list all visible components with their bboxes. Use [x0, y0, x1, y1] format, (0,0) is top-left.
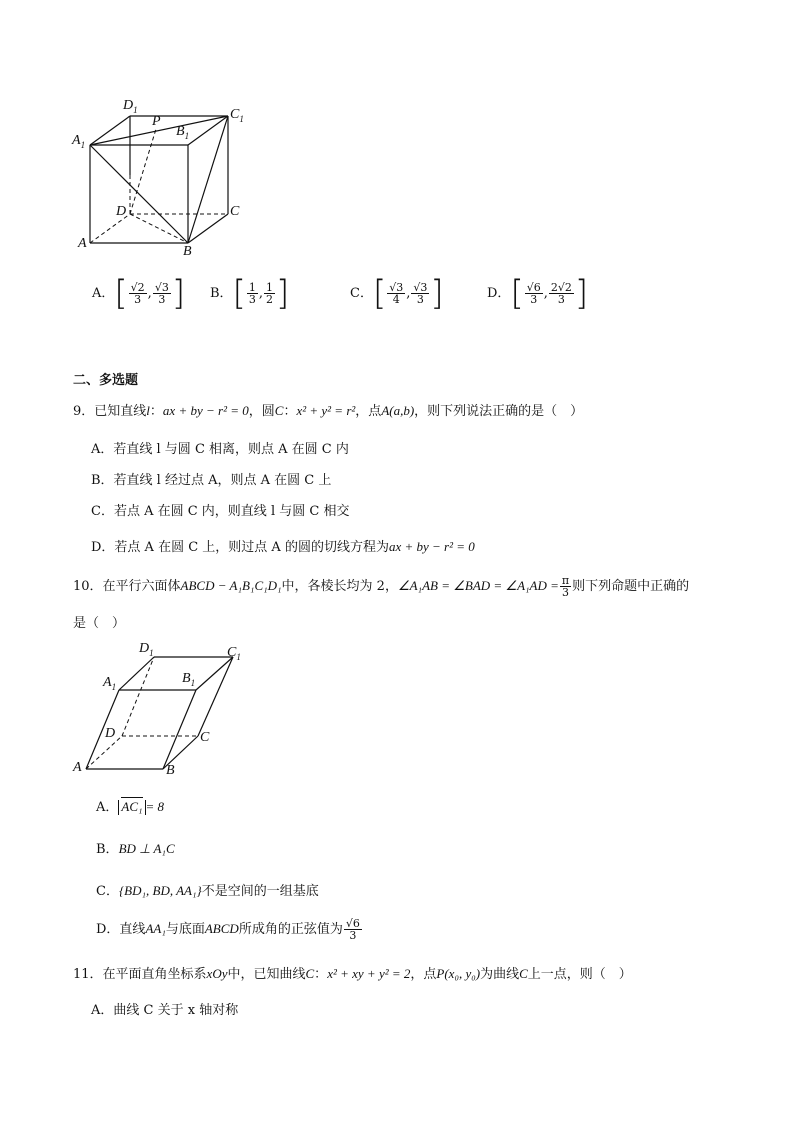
q10-option-a: A． AC₁ = 8	[96, 799, 165, 815]
cube-label-b1: $B_1$	[176, 124, 190, 141]
q8-option-b: B．[ $\frac{1}{3}$ , $\frac{1}{2}$ ]	[210, 273, 290, 314]
prism-label-d: D	[105, 726, 116, 741]
q9-option-b: B．若直线 l 经过点 A，则点 A 在圆 C 上	[91, 473, 332, 488]
prism-label-a1: $A_1$	[103, 675, 117, 692]
prism-label-a: A	[73, 760, 82, 775]
prism-label-d1: $D_1$	[139, 641, 154, 658]
q10-option-d: D．直线AA₁与底面ABCD所成角的正弦值为 $\frac{√6}{3}$	[96, 917, 360, 942]
q11-option-a: A．曲线 C 关于 x 轴对称	[91, 1003, 239, 1018]
q9-option-c: C．若点 A 在圆 C 内，则直线 l 与圆 C 相交	[91, 504, 350, 519]
q10-option-b: B．BD ⊥ A₁C	[96, 841, 175, 857]
section-title: 二、多选题	[73, 373, 139, 388]
q9-option-a: A．若直线 l 与圆 C 相离，则点 A 在圆 C 内	[91, 442, 349, 457]
cube-label-c1: $C_1$	[230, 107, 244, 124]
q8-option-a: A．[ $\frac{√2}{3}$ , $\frac{√3}{3}$ ]	[92, 273, 186, 314]
q10-option-c: C．{BD₁, BD, AA₁}不是空间的一组基底	[96, 883, 319, 899]
q10-stem-line2: 是（ ）	[73, 616, 126, 631]
cube-label-c: C	[230, 204, 240, 219]
prism-label-c: C	[200, 730, 210, 745]
prism-label-c1: $C_1$	[227, 645, 241, 662]
cube-label-a1: $A_1$	[72, 133, 86, 150]
q9-option-d: D．若点 A 在圆 C 上，则过点 A 的圆的切线方程为ax + by − r² = 0	[91, 539, 475, 555]
cube-label-d1: $D_1$	[123, 98, 138, 115]
prism-label-b1: $B_1$	[182, 671, 196, 688]
cube-label-d: D	[116, 204, 127, 219]
q10-stem: 10．在平行六面体ABCD − A₁B₁C₁D₁中，各棱长均为 2，∠A₁AB = ∠BAD = ∠A₁AD = $\frac{\pi}{3}$ 则下列命题中正确的	[73, 574, 690, 599]
parallelepiped-figure	[70, 640, 250, 785]
q11-stem: 11．在平面直角坐标系xOy中，已知曲线C：x² + xy + y² = 2，点P(x₀, y₀)为曲线C上一点，则（ ）	[73, 966, 632, 982]
q8-option-d: D．[ $\frac{√6}{3}$ , $\frac{2√2}{3}$ ]	[487, 273, 589, 314]
cube-label-b: B	[183, 244, 192, 259]
q9-stem: 9．已知直线l：ax + by − r² = 0，圆C：x² + y² = r²，点A(a,b)，则下列说法正确的是（ ）	[73, 403, 584, 419]
cube-label-a: A	[78, 236, 87, 251]
cube-label-p: P	[152, 114, 161, 129]
prism-label-b: B	[166, 763, 175, 778]
q8-option-c: C．[ $\frac{√3}{4}$ , $\frac{√3}{3}$ ]	[350, 273, 444, 314]
